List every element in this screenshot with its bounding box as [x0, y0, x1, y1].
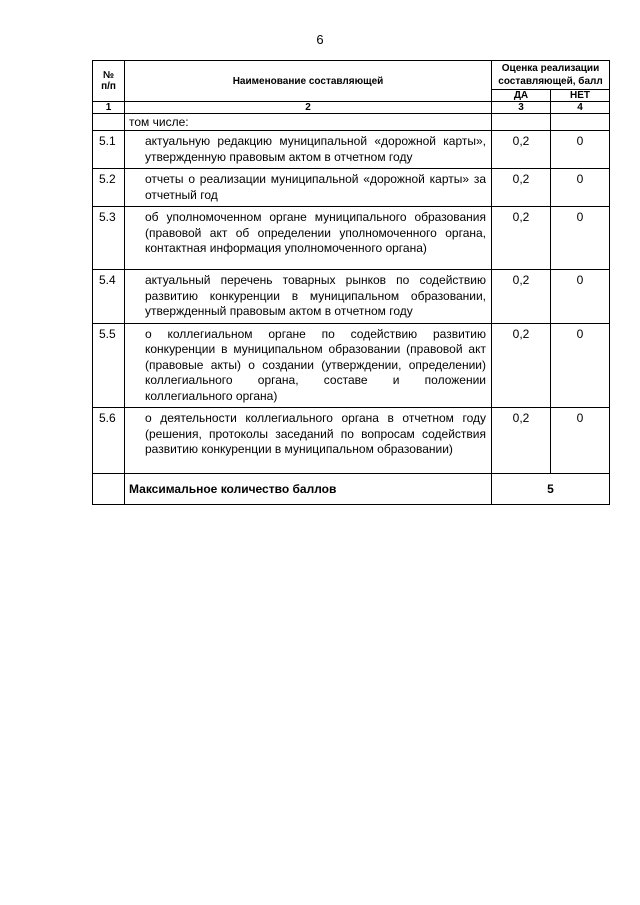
row-number: 5.1 [93, 131, 125, 169]
row-number: 5.5 [93, 323, 125, 408]
index-cell: 2 [125, 102, 492, 114]
table-row [93, 323, 610, 408]
row-yes-score: 0,2 [492, 169, 551, 207]
index-cell: 3 [492, 102, 551, 114]
header-no: НЕТ [551, 90, 610, 102]
total-row [93, 474, 610, 505]
criteria-table [92, 60, 610, 505]
table-row [93, 270, 610, 324]
header-score: Оценка реализации составляющей, балл [492, 61, 610, 90]
row-yes-score: 0,2 [492, 323, 551, 408]
total-num-cell [93, 474, 125, 505]
table-row [93, 169, 610, 207]
row-number: 5.6 [93, 408, 125, 474]
intro-num-cell [93, 114, 125, 131]
header-num: № п/п [93, 61, 125, 102]
row-number: 5.3 [93, 207, 125, 270]
row-number: 5.4 [93, 270, 125, 324]
row-no-score: 0 [551, 270, 610, 324]
page-number: 6 [316, 32, 324, 47]
total-label: Максимальное количество баллов [125, 474, 492, 505]
row-description: актуальную редакцию муниципальной «дорожной карты», утвержденную правовым актом в отчетном году [125, 131, 492, 169]
row-description: о коллегиальном органе по содействию развитию конкуренции в муниципальном образовании (правовой акт (правовые акты) о создании (утверждении, определении) коллегиального органа, составе и положении коллегиального органа) [125, 323, 492, 408]
row-description: об уполномоченном органе муниципального образования (правовой акт об определении уполномоченного органа, контактная информация уполномоченного органа) [125, 207, 492, 270]
header-name: Наименование составляющей [125, 61, 492, 102]
row-no-score: 0 [551, 323, 610, 408]
table-row [93, 131, 610, 169]
table-row [93, 408, 610, 474]
row-no-score: 0 [551, 169, 610, 207]
row-no-score: 0 [551, 207, 610, 270]
table-row [93, 207, 610, 270]
row-yes-score: 0,2 [492, 408, 551, 474]
header-yes: ДА [492, 90, 551, 102]
row-yes-score: 0,2 [492, 270, 551, 324]
intro-no-cell [551, 114, 610, 131]
row-description: актуальный перечень товарных рынков по содействию развитию конкуренции в муниципальном образовании, утвержденный правовым актом в отчетном году [125, 270, 492, 324]
total-value: 5 [492, 474, 610, 505]
intro-text: том числе: [125, 114, 492, 131]
intro-yes-cell [492, 114, 551, 131]
index-cell: 4 [551, 102, 610, 114]
row-number: 5.2 [93, 169, 125, 207]
row-yes-score: 0,2 [492, 131, 551, 169]
row-description: о деятельности коллегиального органа в отчетном году (решения, протоколы заседаний по вопросам содействия развитию конкуренции в муниципальном образовании) [125, 408, 492, 474]
row-yes-score: 0,2 [492, 207, 551, 270]
row-no-score: 0 [551, 131, 610, 169]
row-no-score: 0 [551, 408, 610, 474]
row-description: отчеты о реализации муниципальной «дорожной карты» за отчетный год [125, 169, 492, 207]
index-cell: 1 [93, 102, 125, 114]
